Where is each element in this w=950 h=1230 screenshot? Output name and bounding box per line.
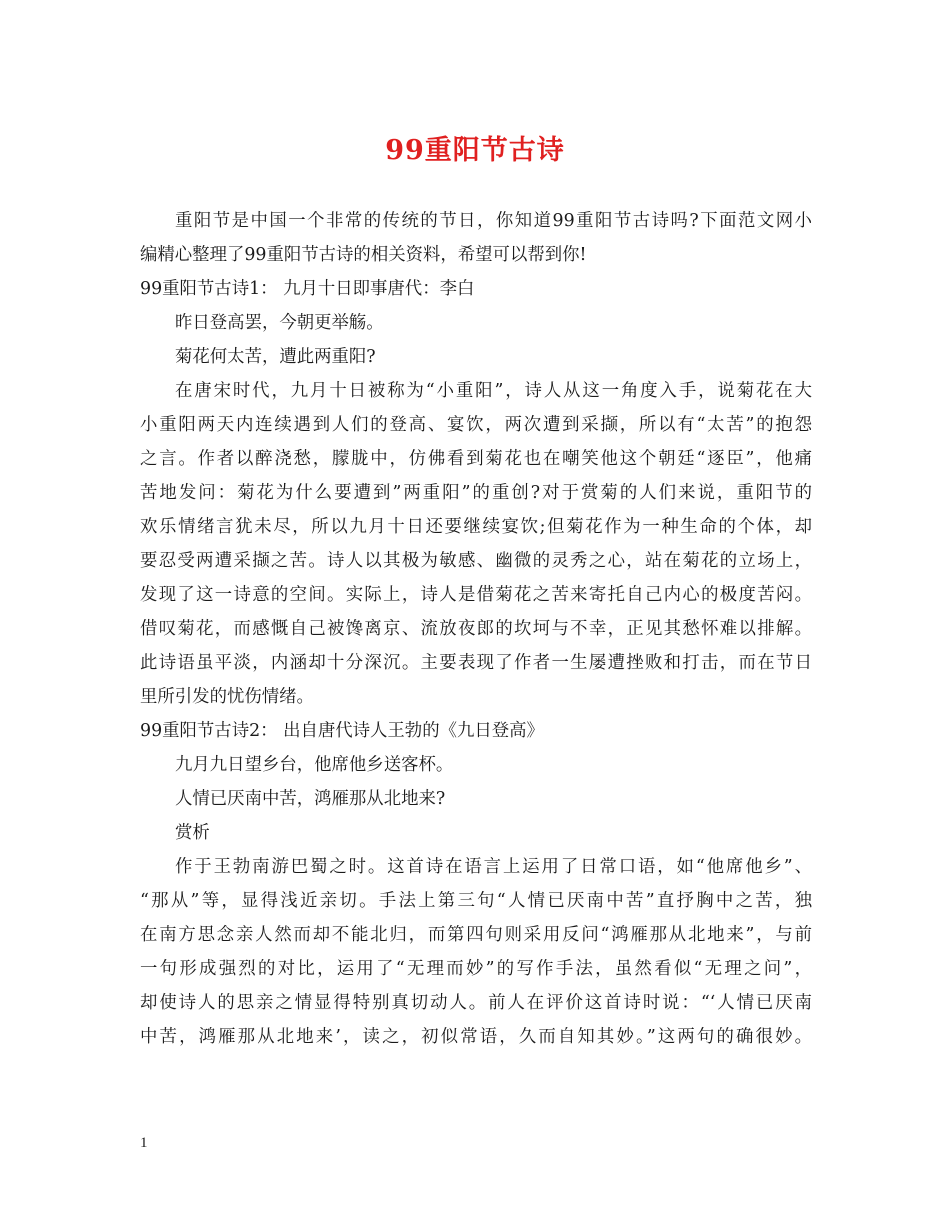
- text-line: 里所引发的忧伤情绪。: [140, 687, 314, 707]
- text-line: 编精心整理了99重阳节古诗的相关资料，希望可以帮到你!: [140, 245, 587, 265]
- text-line: 小重阳两天内连续遇到人们的登高、宴饮，两次遭到采撷，所以有“太苦”的抱怨: [140, 415, 812, 435]
- text-line: 99重阳节古诗2： 出自唐代诗人王勃的《九日登高》: [140, 721, 544, 741]
- page-number: 1: [140, 1135, 148, 1151]
- text-line: 作于王勃南游巴蜀之时。这首诗在语言上运用了日常口语，如“他席他乡”、: [175, 857, 812, 877]
- text-line: 99重阳节古诗1： 九月十日即事唐代：李白: [140, 279, 475, 299]
- text-line: 之言。作者以醉浇愁，朦胧中，仿佛看到菊花也在嘲笑他这个朝廷“逐臣”，他痛: [140, 449, 812, 469]
- text-line: 重阳节是中国一个非常的传统的节日，你知道99重阳节古诗吗?下面范文网小: [175, 211, 812, 231]
- text-line: 此诗语虽平淡，内涵却十分深沉。主要表现了作者一生屡遭挫败和打击，而在节日: [140, 653, 812, 673]
- text-line: 发现了这一诗意的空间。实际上，诗人是借菊花之苦来寄托自己内心的极度苦闷。: [140, 585, 812, 605]
- text-line: 苦地发问：菊花为什么要遭到”两重阳”的重创?对于赏菊的人们来说，重阳节的: [140, 483, 812, 503]
- text-line: 一句形成强烈的对比，运用了“无理而妙”的写作手法，虽然看似“无理之问”，: [140, 959, 812, 979]
- text-line: 在唐宋时代，九月十日被称为“小重阳”，诗人从这一角度入手，说菊花在大: [175, 381, 812, 401]
- text-line: 要忍受两遭采撷之苦。诗人以其极为敏感、幽微的灵秀之心，站在菊花的立场上，: [140, 551, 812, 571]
- text-line: 借叹菊花，而感慨自己被馋离京、流放夜郎的坎坷与不幸，正见其愁怀难以排解。: [140, 619, 812, 639]
- text-line: 欢乐情绪言犹未尽，所以九月十日还要继续宴饮;但菊花作为一种生命的个体，却: [140, 517, 812, 537]
- text-line: “那从”等，显得浅近亲切。手法上第三句“人情已厌南中苦”直抒胸中之苦，独: [140, 891, 812, 911]
- text-line: 赏析: [175, 823, 210, 843]
- text-line: 昨日登高罢，今朝更举觞。: [175, 313, 384, 333]
- text-line: 九月九日望乡台，他席他乡送客杯。: [175, 755, 454, 775]
- document-body: [140, 204, 812, 1054]
- text-line: 菊花何太苦，遭此两重阳?: [175, 347, 376, 367]
- text-line: 在南方思念亲人然而却不能北归，而第四句则采用反问“鸿雁那从北地来”，与前: [140, 925, 812, 945]
- text-line: 人情已厌南中苦，鸿雁那从北地来?: [175, 789, 446, 809]
- text-line: 却使诗人的思亲之情显得特别真切动人。前人在评价这首诗时说：“‘人情已厌南: [140, 993, 812, 1013]
- document-title: 99重阳节古诗: [385, 135, 565, 166]
- text-line: 中苦，鸿雁那从北地来’，读之，初似常语，久而自知其妙。”这两句的确很妙。: [140, 1027, 812, 1047]
